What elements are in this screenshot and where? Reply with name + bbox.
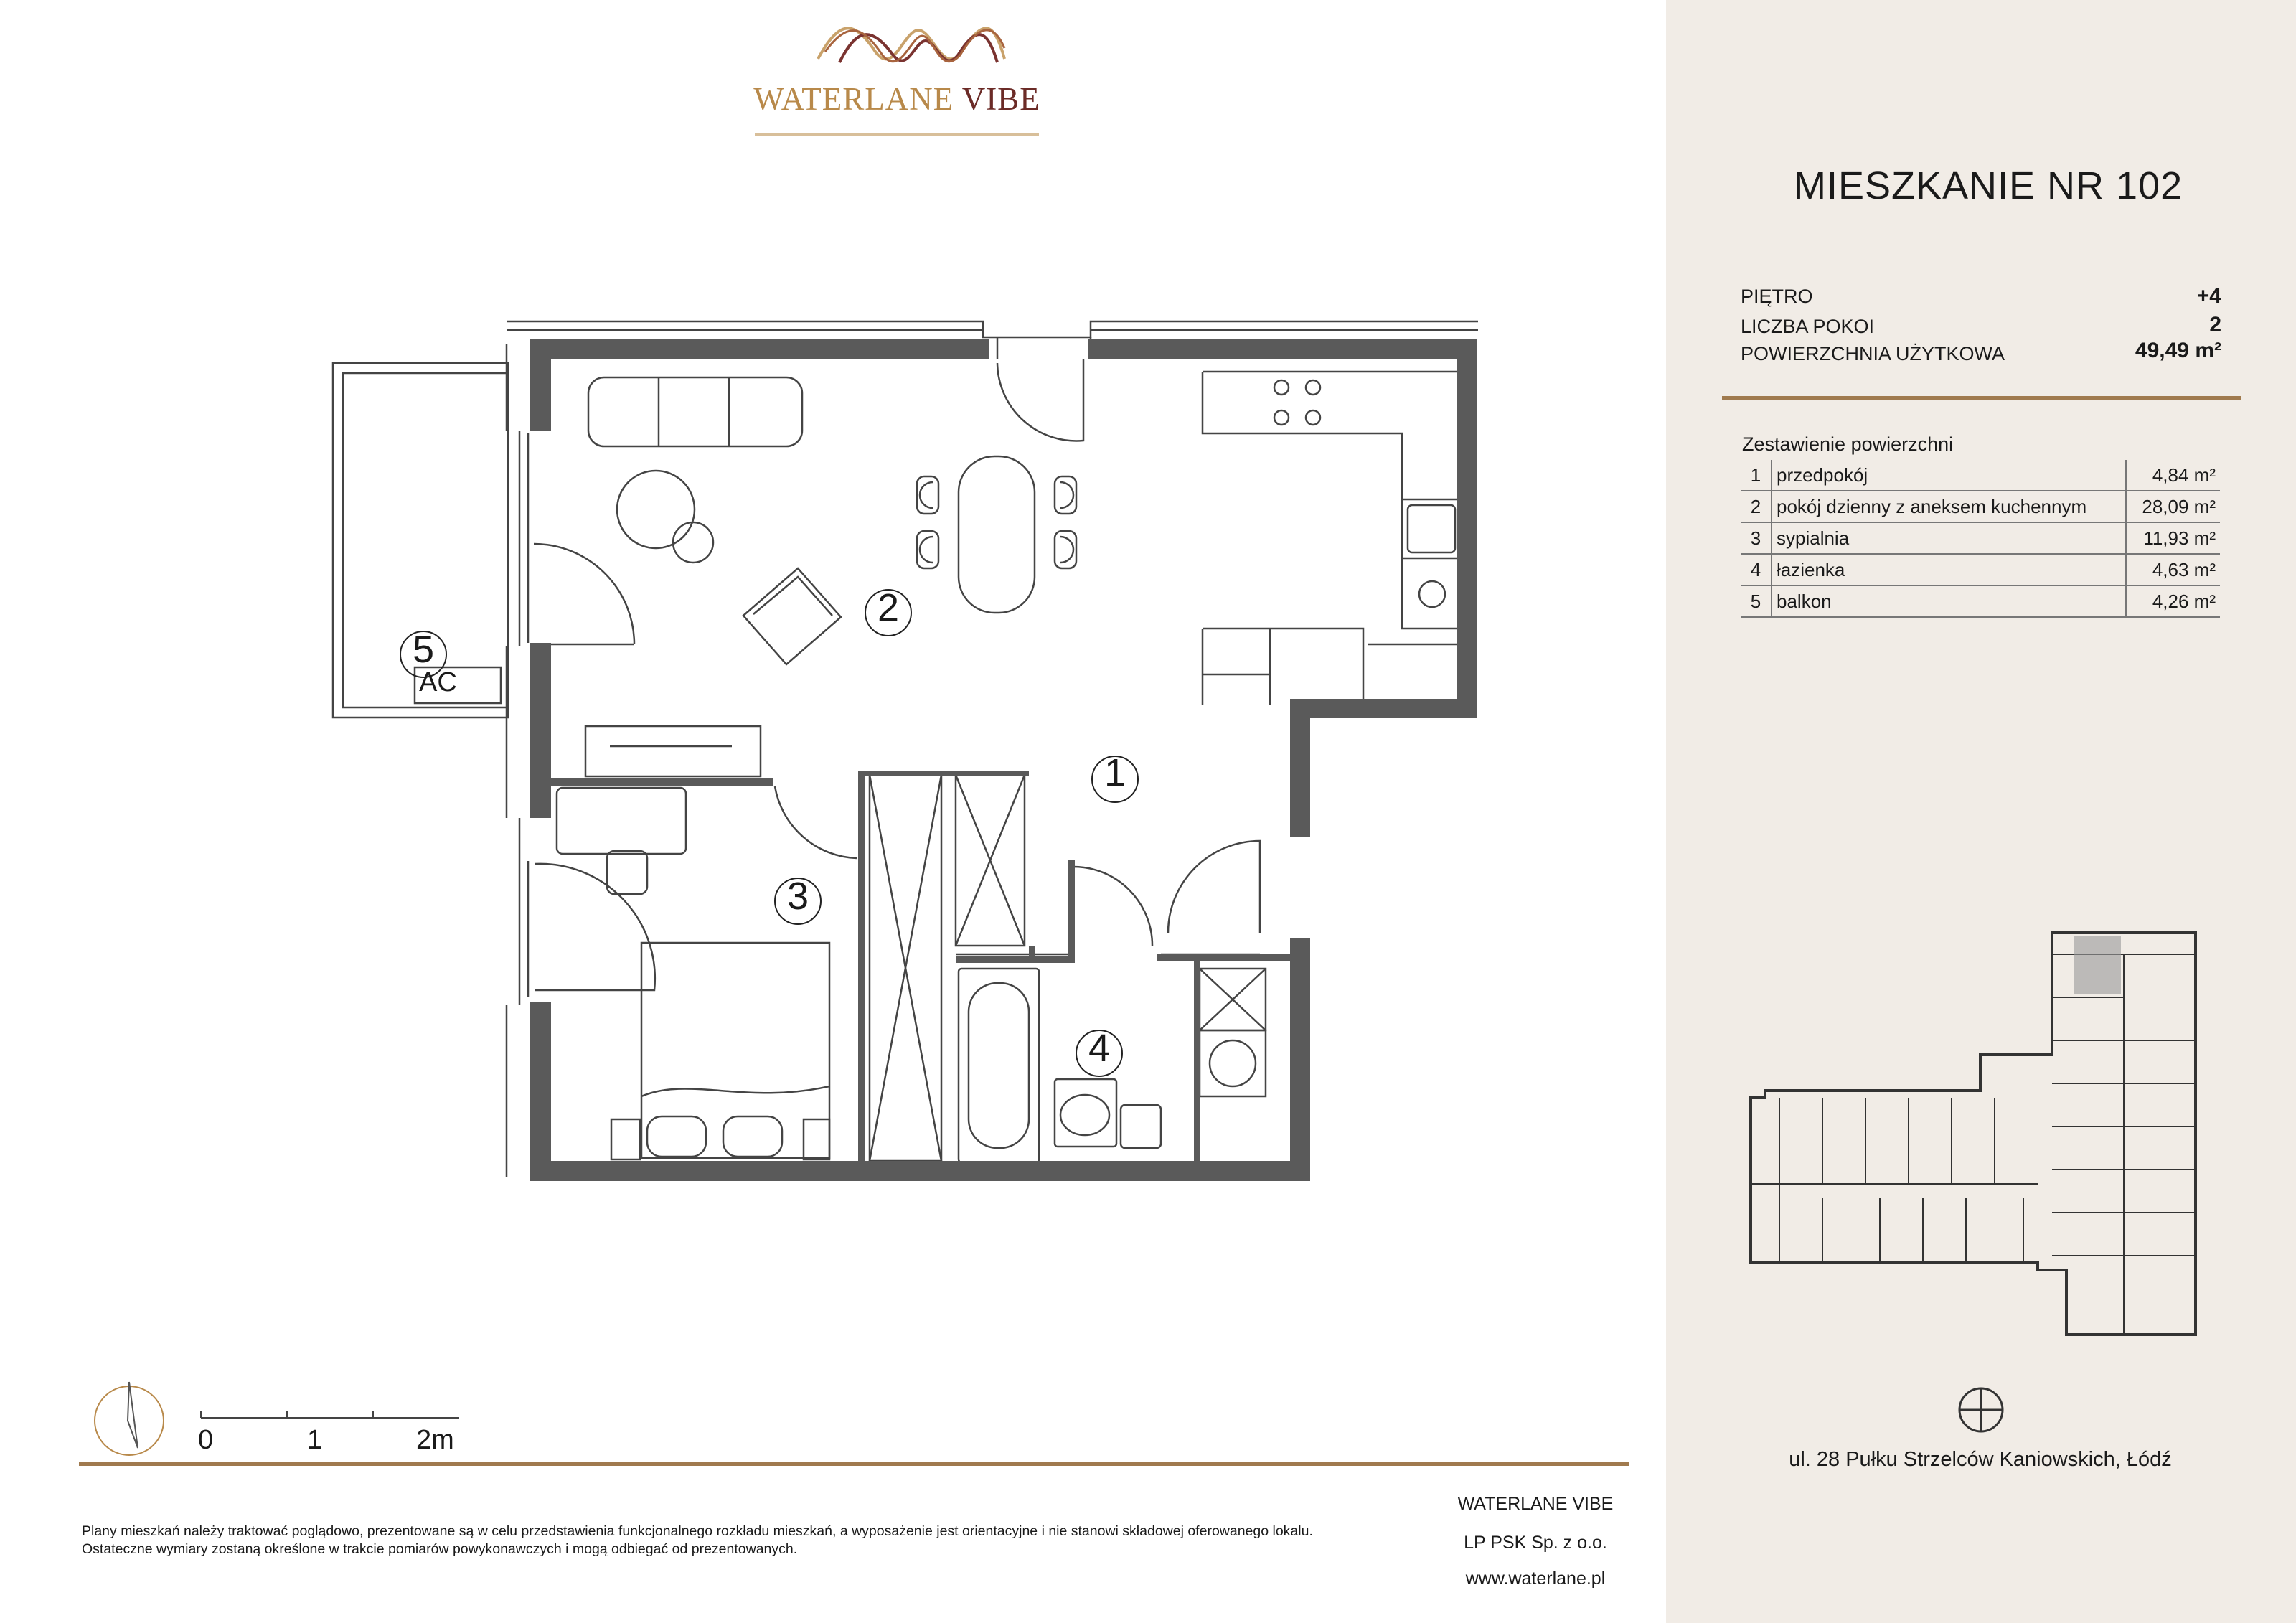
row-number: 1 [1741,460,1772,491]
footer-divider [79,1462,1629,1466]
north-arrow-icon [1956,1385,2006,1435]
scale-label-0: 0 [198,1425,214,1455]
room-name: sypialnia [1772,522,2126,554]
building-key-plan [1736,926,2224,1356]
brand-name-part1: WATERLANE [753,81,954,117]
room-area: 28,09 m² [2126,491,2220,522]
room-label-3: 3 [786,875,809,918]
spec-divider [1722,396,2241,400]
table-row [1741,554,2220,585]
scale-label-1: 1 [307,1425,323,1455]
room-area: 4,63 m² [2126,554,2220,585]
room-name: przedpokój [1772,460,2126,491]
room-label-4: 4 [1088,1027,1111,1070]
row-number: 4 [1741,554,1772,585]
room-name: łazienka [1772,554,2126,585]
row-number: 3 [1741,522,1772,554]
compass-icon [86,1370,474,1464]
room-area: 4,26 m² [2126,585,2220,617]
spec-label-area: POWIERZCHNIA UŻYTKOWA [1741,343,2005,364]
table-row [1741,585,2220,617]
spec-label-rooms: LICZBA POKOI [1741,316,1875,337]
room-label-5: 5 [412,628,435,671]
ac-unit-label: AC [419,667,457,697]
room-label-2: 2 [877,586,900,629]
apartment-title: MIESZKANIE NR 102 [1794,164,2183,207]
brand-name-part2: VIBE [961,81,1040,117]
room-name: balkon [1772,585,2126,617]
table-row [1741,460,2220,491]
room-area: 11,93 m² [2126,522,2220,554]
spec-label-floor: PIĘTRO [1741,286,1813,307]
row-number: 2 [1741,491,1772,522]
disclaimer-text [82,1523,1445,1558]
disclaimer-line-1: Plany mieszkań należy traktować poglądowo, prezentowane są w celu przedstawienia funkcjonalnego rozkładu mieszkań, a wyposażenie jest orientacyjne i nie stanowi składowej oferowanego lokalu. [82,1523,1313,1539]
row-number: 5 [1741,585,1772,617]
footer-brand: WATERLANE VIBE [1457,1494,1614,1514]
room-label-1: 1 [1104,751,1126,794]
highlighted-unit [2074,936,2121,994]
spec-value-rooms: 2 [2209,313,2221,337]
address-text: ul. 28 Pułku Strzelców Kaniowskich, Łódź [1789,1448,2172,1471]
room-name: pokój dzienny z aneksem kuchennym [1772,491,2126,522]
footer-company: LP PSK Sp. z o.o. [1464,1533,1607,1553]
spec-value-area: 49,49 m² [2135,339,2221,362]
footer-website-link[interactable]: www.waterlane.pl [1465,1568,1606,1589]
areas-table-caption: Zestawienie powierzchni [1742,433,1954,455]
areas-table [1741,460,2220,618]
room-area: 4,84 m² [2126,460,2220,491]
info-sidebar [1666,0,2296,1623]
table-row [1741,491,2220,522]
spec-value-floor: +4 [2196,284,2221,308]
disclaimer-line-2: Ostateczne wymiary zostaną określone w trakcie pomiarów powykonawczych i mogą odbiegać od prezentowanych. [82,1541,798,1557]
table-row [1741,522,2220,554]
scale-label-2m: 2m [416,1425,454,1455]
